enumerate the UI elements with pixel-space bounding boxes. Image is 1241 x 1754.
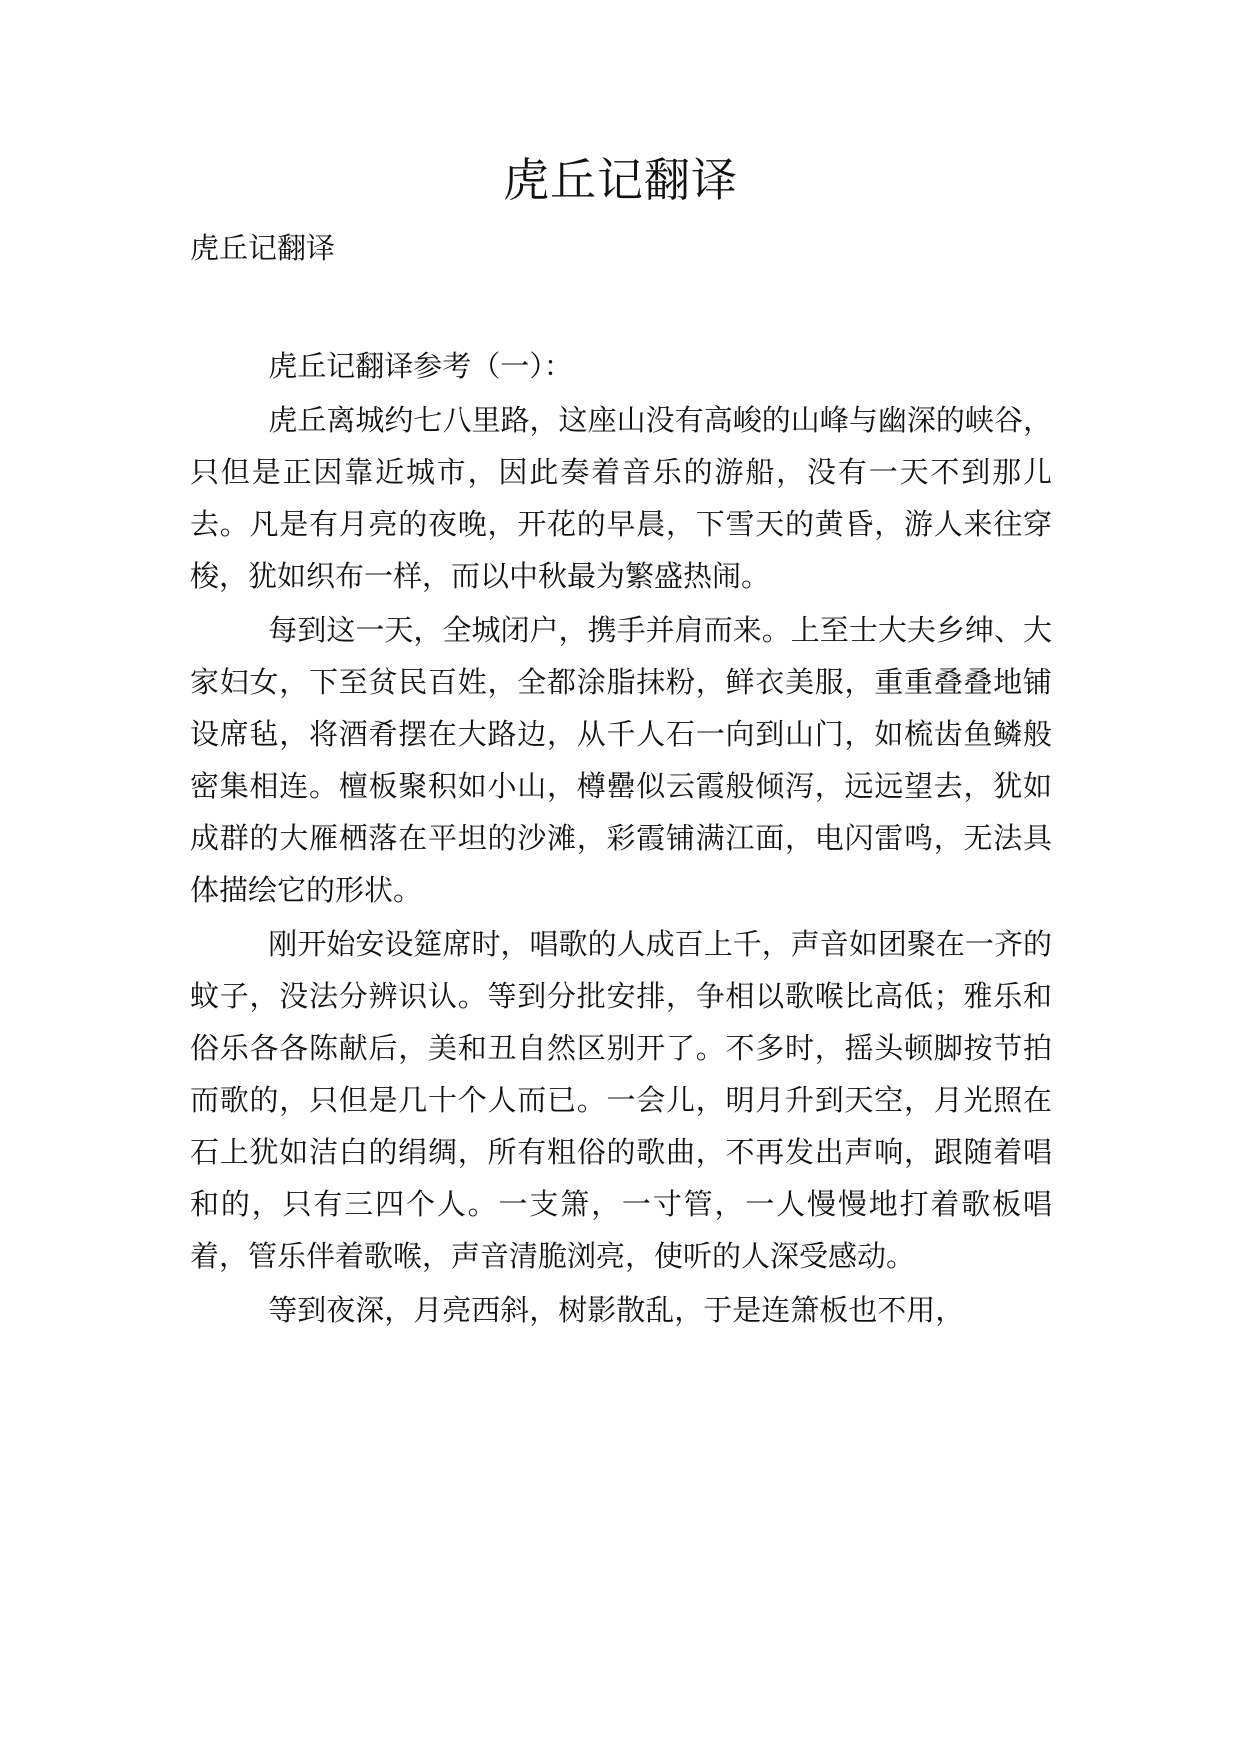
paragraph: 等到夜深，月亮西斜，树影散乱，于是连箫板也不用， <box>268 1293 965 1327</box>
paragraph: 每到这一天，全城闭户，携手并肩而来。上至士大夫乡绅、大家妇女，下至贫民百姓，全都涂脂抹粉，鲜衣美服，重重叠叠地铺设席毡，将酒肴摆在大路边，从千人石一向到山门，如梳齿鱼鳞般密集相连。檀板聚积如小山，樽罍似云霞般倾泻，远远望去，犹如成群的大雁栖落在平坦的沙滩，彩霞铺满江面，电闪雷鸣，无法具体描绘它的形状。 <box>190 613 1052 907</box>
paragraph: 虎丘离城约七八里路，这座山没有高峻的山峰与幽深的峡谷，只但是正因靠近城市，因此奏着音乐的游船，没有一天不到那儿去。凡是有月亮的夜晚，开花的早晨，下雪天的黄昏，游人来往穿梭，犹如织布一样，而以中秋最为繁盛热闹。 <box>190 403 1052 593</box>
document-subtitle: 虎丘记翻译 <box>190 231 336 265</box>
section-heading: 虎丘记翻译参考（一）： <box>268 349 573 383</box>
paragraph: 刚开始安设筵席时，唱歌的人成百上千，声音如团聚在一齐的蚊子，没法分辨识认。等到分批安排，争相以歌喉比高低；雅乐和俗乐各各陈献后，美和丑自然区别开了。不多时，摇头顿脚按节拍而歌的，只但是几十个人而已。一会儿，明月升到天空，月光照在石上犹如洁白的绢绸，所有粗俗的歌曲，不再发出声响，跟随着唱和的，只有三四个人。一支箫，一寸管，一人慢慢地打着歌板唱着，管乐伴着歌喉，声音清脆浏亮，使听的人深受感动。 <box>190 927 1052 1273</box>
document-body <box>190 340 1052 1338</box>
document-title: 虎丘记翻译 <box>503 153 738 207</box>
